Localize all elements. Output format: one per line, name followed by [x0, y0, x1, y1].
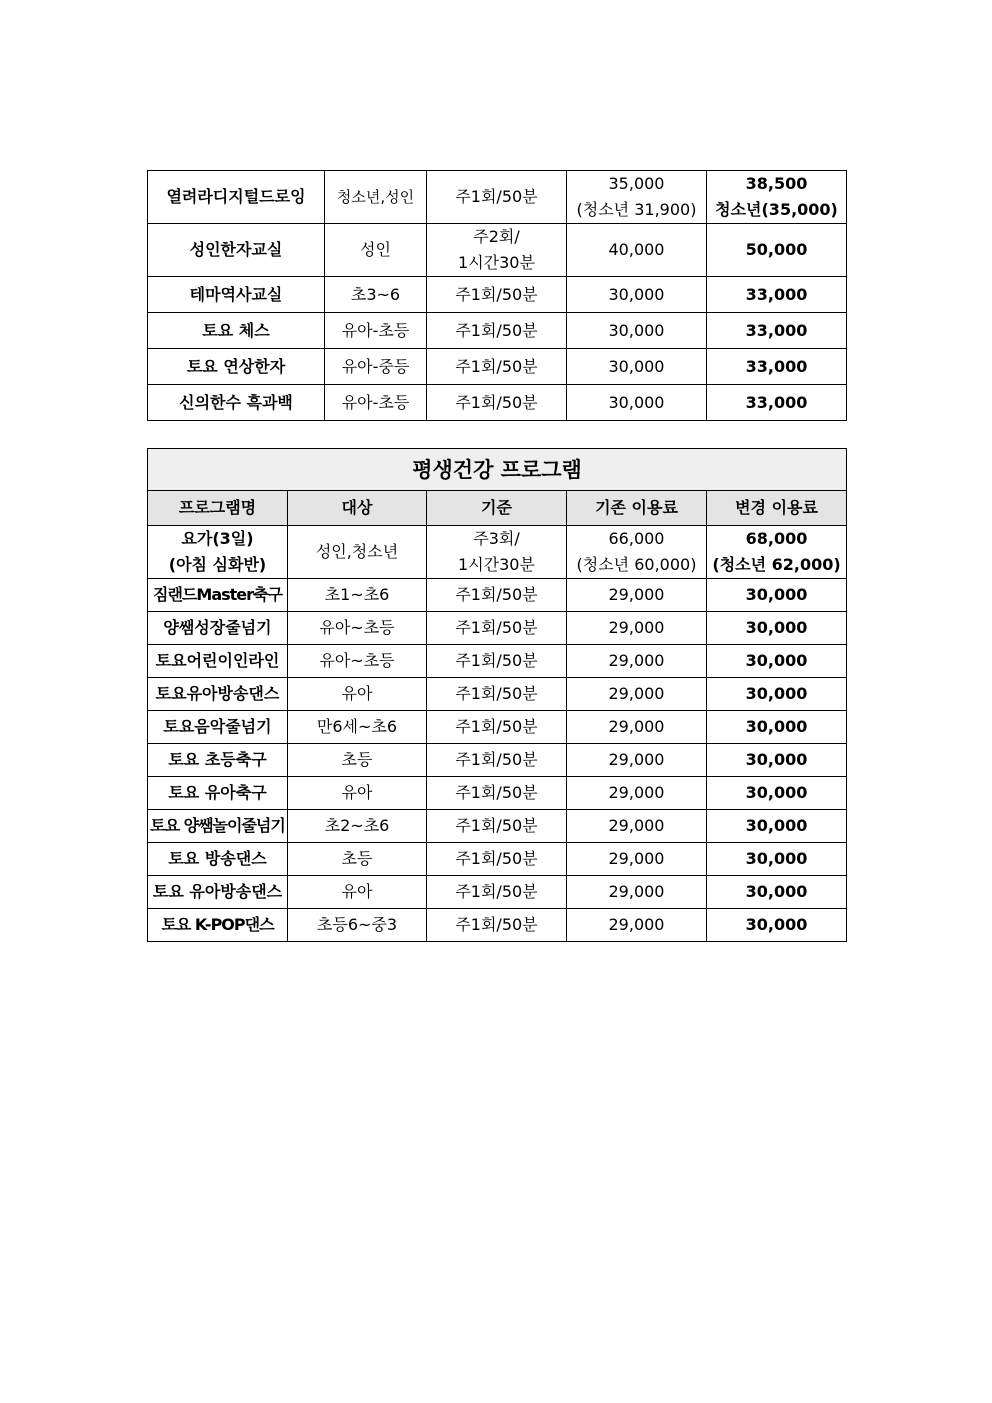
- target: 초1~초6: [288, 579, 427, 612]
- old-fee: 35,000 (청소년 31,900): [567, 171, 707, 224]
- new-fee: 30,000: [707, 876, 847, 909]
- fee-table-lifelong-health: [147, 448, 847, 942]
- target: 만6세~초6: [288, 711, 427, 744]
- old-fee: 29,000: [567, 810, 707, 843]
- new-fee: 30,000: [707, 777, 847, 810]
- program-name: 토요 유아방송댄스: [148, 876, 288, 909]
- basis: 주1회/50분: [427, 645, 567, 678]
- program-name: 테마역사교실: [148, 277, 325, 313]
- new-fee: 33,000: [707, 313, 847, 349]
- old-fee: 30,000: [567, 385, 707, 421]
- old-fee: 40,000: [567, 224, 707, 277]
- new-fee: 30,000: [707, 711, 847, 744]
- column-header: 기존 이용료: [567, 491, 707, 526]
- program-name: 토요 초등축구: [148, 744, 288, 777]
- basis: 주1회/50분: [427, 909, 567, 942]
- table-row: [148, 876, 847, 909]
- table-row: [148, 810, 847, 843]
- program-name: 토요 양쌤놀이줄넘기: [148, 810, 288, 843]
- new-fee: 30,000: [707, 579, 847, 612]
- target: 성인,청소년: [288, 526, 427, 579]
- new-fee: 30,000: [707, 612, 847, 645]
- target: 성인: [325, 224, 427, 277]
- target: 청소년,성인: [325, 171, 427, 224]
- new-fee: 33,000: [707, 385, 847, 421]
- old-fee: 29,000: [567, 744, 707, 777]
- target: 유아~초등: [288, 612, 427, 645]
- program-name: 토요 체스: [148, 313, 325, 349]
- fee-table-1: [147, 170, 847, 421]
- table-row: [148, 313, 847, 349]
- new-fee: 33,000: [707, 349, 847, 385]
- new-fee: 30,000: [707, 678, 847, 711]
- table-row: [148, 277, 847, 313]
- old-fee: 29,000: [567, 612, 707, 645]
- new-fee: 33,000: [707, 277, 847, 313]
- table-row: [148, 909, 847, 942]
- old-fee: 29,000: [567, 909, 707, 942]
- target: 초등6~중3: [288, 909, 427, 942]
- program-name: 양쌤성장줄넘기: [148, 612, 288, 645]
- program-name: 토요 방송댄스: [148, 843, 288, 876]
- basis: 주1회/50분: [427, 876, 567, 909]
- target: 유아: [288, 678, 427, 711]
- old-fee: 29,000: [567, 711, 707, 744]
- new-fee: 30,000: [707, 843, 847, 876]
- program-name: 성인한자교실: [148, 224, 325, 277]
- target: 유아-중등: [325, 349, 427, 385]
- program-name: 짐랜드Master축구: [148, 579, 288, 612]
- table-row: [148, 678, 847, 711]
- column-header: 프로그램명: [148, 491, 288, 526]
- old-fee: 30,000: [567, 277, 707, 313]
- program-name: 열려라디지털드로잉: [148, 171, 325, 224]
- program-name: 토요 K-POP댄스: [148, 909, 288, 942]
- program-name: 토요유아방송댄스: [148, 678, 288, 711]
- table-row: [148, 526, 847, 579]
- table-title: 평생건강 프로그램: [148, 449, 847, 491]
- basis: 주1회/50분: [427, 612, 567, 645]
- table-row: [148, 171, 847, 224]
- program-name: 신의한수 흑과백: [148, 385, 325, 421]
- old-fee: 29,000: [567, 645, 707, 678]
- old-fee: 29,000: [567, 579, 707, 612]
- basis: 주1회/50분: [427, 711, 567, 744]
- old-fee: 29,000: [567, 843, 707, 876]
- old-fee: 29,000: [567, 876, 707, 909]
- program-name: 토요음악줄넘기: [148, 711, 288, 744]
- new-fee: 68,000 (청소년 62,000): [707, 526, 847, 579]
- target: 유아-초등: [325, 313, 427, 349]
- table-row: [148, 349, 847, 385]
- basis: 주1회/50분: [427, 777, 567, 810]
- new-fee: 38,500 청소년(35,000): [707, 171, 847, 224]
- basis: 주2회/ 1시간30분: [427, 224, 567, 277]
- table-row: [148, 385, 847, 421]
- basis: 주1회/50분: [427, 744, 567, 777]
- basis: 주1회/50분: [427, 171, 567, 224]
- program-name: 토요 연상한자: [148, 349, 325, 385]
- program-name: 토요어린이인라인: [148, 645, 288, 678]
- table-row: [148, 224, 847, 277]
- table-row: [148, 711, 847, 744]
- new-fee: 30,000: [707, 810, 847, 843]
- table-row: [148, 612, 847, 645]
- target: 초등: [288, 744, 427, 777]
- new-fee: 30,000: [707, 744, 847, 777]
- program-name: 요가(3일) (아침 심화반): [148, 526, 288, 579]
- basis: 주1회/50분: [427, 843, 567, 876]
- program-name: 토요 유아축구: [148, 777, 288, 810]
- basis: 주3회/ 1시간30분: [427, 526, 567, 579]
- target: 유아: [288, 876, 427, 909]
- old-fee: 30,000: [567, 313, 707, 349]
- column-header: 기준: [427, 491, 567, 526]
- table-row: [148, 744, 847, 777]
- target: 초등: [288, 843, 427, 876]
- table-row: [148, 777, 847, 810]
- old-fee: 29,000: [567, 678, 707, 711]
- new-fee: 30,000: [707, 909, 847, 942]
- target: 유아: [288, 777, 427, 810]
- basis: 주1회/50분: [427, 810, 567, 843]
- basis: 주1회/50분: [427, 349, 567, 385]
- table-row: [148, 843, 847, 876]
- basis: 주1회/50분: [427, 579, 567, 612]
- header-row: [148, 491, 847, 526]
- column-header: 대상: [288, 491, 427, 526]
- basis: 주1회/50분: [427, 678, 567, 711]
- target: 초2~초6: [288, 810, 427, 843]
- new-fee: 30,000: [707, 645, 847, 678]
- target: 유아~초등: [288, 645, 427, 678]
- basis: 주1회/50분: [427, 277, 567, 313]
- target: 초3~6: [325, 277, 427, 313]
- basis: 주1회/50분: [427, 313, 567, 349]
- column-header: 변경 이용료: [707, 491, 847, 526]
- target: 유아-초등: [325, 385, 427, 421]
- old-fee: 29,000: [567, 777, 707, 810]
- old-fee: 66,000 (청소년 60,000): [567, 526, 707, 579]
- basis: 주1회/50분: [427, 385, 567, 421]
- table-row: [148, 579, 847, 612]
- old-fee: 30,000: [567, 349, 707, 385]
- table-row: [148, 645, 847, 678]
- new-fee: 50,000: [707, 224, 847, 277]
